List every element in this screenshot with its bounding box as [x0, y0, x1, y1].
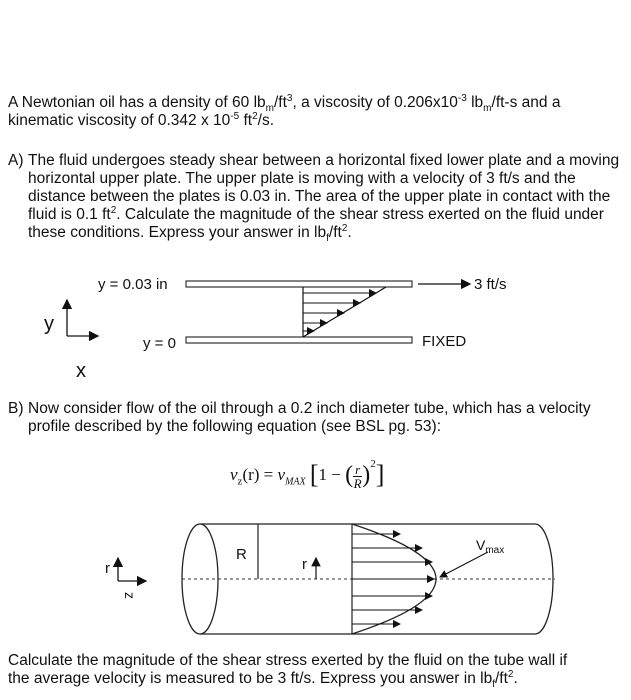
y-bottom-label: y = 0 — [143, 335, 176, 352]
radius-label: R — [236, 546, 247, 563]
final-question: Calculate the magnitude of the shear stress exerted by the fluid on the tube wall if the average velocity is measured to be 3 ft/s. Express you answer in $lb_f/ft^2$. — [8, 652, 568, 691]
part-b-label: B) — [8, 400, 24, 417]
vmax-label: $V_{max}$ — [476, 537, 505, 556]
part-a-label: A) — [8, 152, 24, 169]
axis-x-label: x — [76, 360, 86, 382]
part-a-text: The fluid undergoes steady shear between a horizontal fixed lower plate and a moving horizontal upper plate. The upper plate is moving with a velocity of 3 ft/s and the distance between the plates is 0.03 in. The area of the upper plate in contact with the fluid is 0.1 $ft^2$. Calculate the magnitude of the shear stress exerted on the fluid under these conditions. Express your answer in $lb_f/ft^2$. — [28, 152, 620, 245]
couette-diagram — [44, 276, 507, 382]
velocity-profile-equation: $v_z(r) = v_{MAX}$ [1 − ( $\frac{r}{R}$ )$^2$] — [230, 458, 385, 491]
intro-paragraph: A Newtonian oil has a density of 60 $lb_m/ft^3$, a viscosity of $0.206x10^{-3}$ $lb_m/ft-s$ and a kinematic viscosity of 0.342 x $10^{-5}$ $ft^2/s$. — [8, 92, 561, 129]
velocity-label: 3 ft/s — [474, 276, 507, 293]
upper-plate — [186, 281, 412, 287]
axis-r-label: r — [105, 560, 110, 577]
part-b-text: Now consider flow of the oil through a 0.2 inch diameter tube, which has a velocity profile described by the following equation (see BSL pg. 53): — [28, 400, 591, 435]
y-top-label: y = 0.03 in — [98, 276, 168, 293]
profile-line — [303, 287, 386, 337]
axis-y-label: y — [44, 313, 54, 335]
pipe-diagram — [105, 524, 555, 634]
lower-plate — [186, 337, 412, 343]
vmax-pointer — [440, 552, 488, 577]
fixed-label: FIXED — [422, 333, 467, 350]
part-b — [8, 400, 623, 436]
axis-z-label: z — [122, 592, 138, 599]
r-label-pipe: r — [302, 556, 307, 573]
